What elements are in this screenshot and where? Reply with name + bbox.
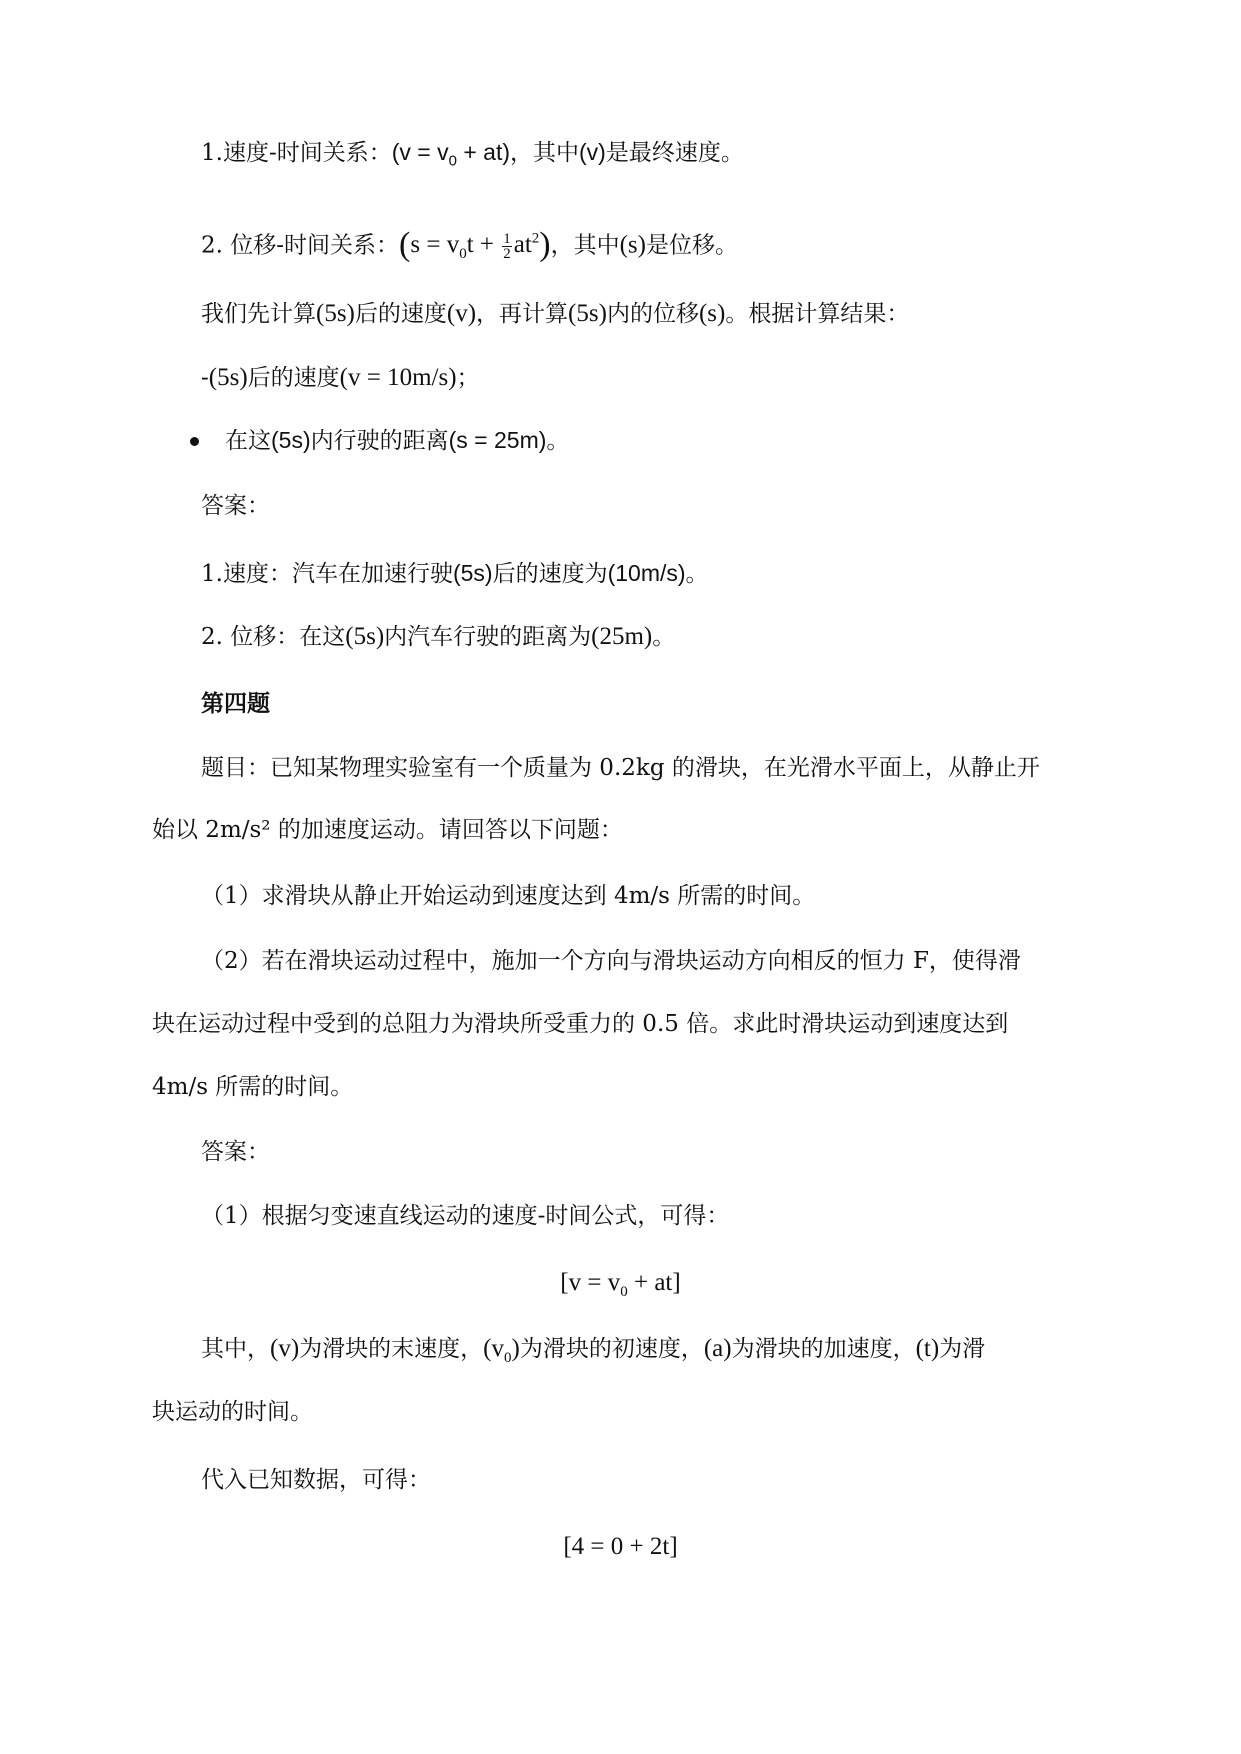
question-part-1: （1）求滑块从静止开始运动到速度达到 4m/s 所需的时间。 — [201, 883, 816, 909]
question-line: 题目：已知某物理实验室有一个质量为 0.2kg 的滑块，在光滑水平面上，从静止开 — [201, 755, 1040, 781]
velocity-result-line: -(5s)后的速度(v = 10m/s)； — [201, 364, 480, 391]
displacement-time-relation-line: 2. 位移-时间关系：($s = v_0t$ + $\frac{1}{2}$ $at^2$)，其中(s)是位移。 — [201, 226, 738, 264]
section-heading: 第四题 — [201, 690, 270, 717]
answer-label: 答案： — [201, 493, 270, 519]
line-text: 1.速度-时间关系： — [201, 140, 392, 166]
question-line: 4m/s 所需的时间。 — [152, 1074, 354, 1100]
substitution-intro: 代入已知数据，可得： — [201, 1467, 431, 1493]
answer-velocity-line: 1.速度：汽车在加速行驶(5s)后的速度为(10m/s)。 — [201, 560, 709, 587]
formula: ($s = v_0t$ + $\frac{1}{2}$ $at^2$) — [399, 226, 551, 264]
answer-displacement-line: 2. 位移：在这(5s)内汽车行驶的距离为(25m)。 — [201, 623, 676, 650]
velocity-time-relation-line: 1.速度-时间关系：$(v = v_0 + at)$，其中(v)是最终速度。 — [201, 139, 744, 170]
variable-definitions-line: 块运动的时间。 — [152, 1399, 313, 1425]
variable-definitions-line: 其中，(v)为滑块的末速度，$(v_0)$为滑块的初速度，(a)为滑块的加速度，(t)为滑 — [201, 1335, 986, 1366]
bullet-icon — [190, 437, 199, 446]
question-line: 块在运动过程中受到的总阻力为滑块所受重力的 0.5 倍。求此时滑块运动到速度达到 — [152, 1011, 1009, 1037]
equation-substituted: [4 = 0 + 2t] — [563, 1533, 678, 1560]
answer-label: 答案： — [201, 1139, 270, 1165]
answer-part-1: （1）根据匀变速直线运动的速度-时间公式，可得： — [201, 1203, 730, 1229]
formula: $(v = v_0 + at)$ — [391, 139, 510, 170]
calculation-intro-line: 我们先计算(5s)后的速度(v)，再计算(5s)内的位移(s)。根据计算结果： — [201, 300, 910, 327]
equation-velocity: $[v = v_0 + at]$ — [560, 1269, 681, 1300]
variable: (v) — [579, 139, 606, 165]
question-part-2: （2）若在滑块运动过程中，施加一个方向与滑块运动方向相反的恒力 F，使得滑 — [201, 948, 1021, 974]
distance-result-line: 在这(5s)内行驶的距离(s = 25m)。 — [225, 427, 570, 454]
question-line: 始以 2m/s² 的加速度运动。请回答以下问题： — [152, 817, 623, 843]
fraction: $\frac{1}{2}$ — [503, 231, 511, 263]
